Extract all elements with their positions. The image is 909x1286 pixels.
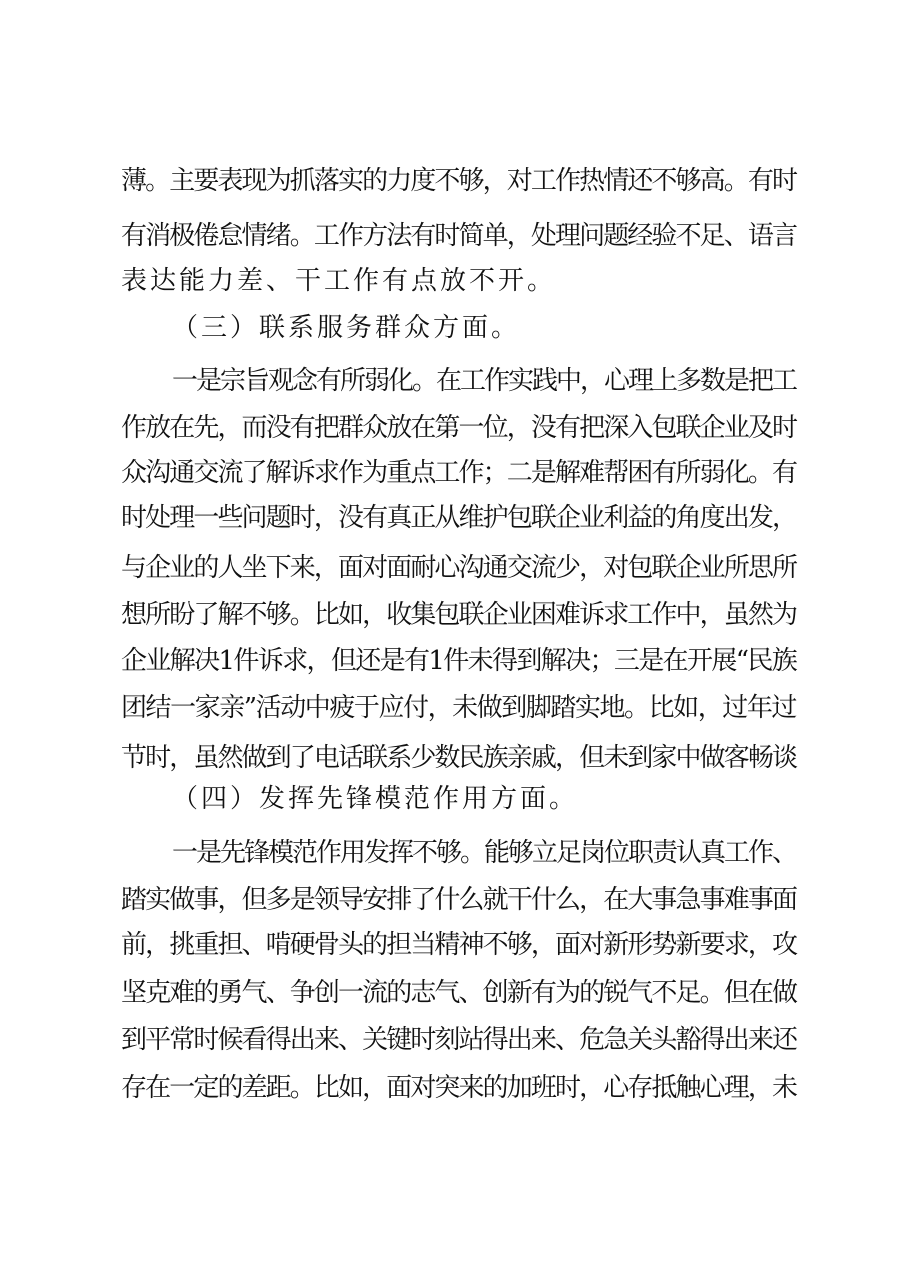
line-text: 作放在先，而没有把群众放在第一位，没有把深入包联企业及时	[121, 413, 797, 443]
line-text: 踏实做事，但多是领导安排了什么就干什么，在大事急事难事面	[121, 885, 797, 915]
line-text: 与企业的人坐下来，面对面耐心沟通交流少，对包联企业所思所	[121, 553, 797, 583]
line-text: 一是宗旨观念有所弱化。在工作实践中，心理上多数是把工	[172, 366, 797, 396]
line-text: 有消极倦怠情绪。工作方法有时简单，处理问题经验不足、语言	[121, 221, 797, 251]
text-line	[0, 592, 909, 638]
line-text: 坚克难的勇气、争创一流的志气、创新有为的锐气不足。但在做	[121, 978, 797, 1008]
text-line	[0, 877, 909, 923]
text-line	[0, 358, 909, 404]
line-text: 想所盼了解不够。比如，收集包联企业困难诉求工作中，虽然为	[121, 600, 797, 630]
line-text: 前，挑重担、啃硬骨头的担当精神不够，面对新形势新要求，攻	[121, 930, 797, 960]
text-line	[0, 685, 909, 731]
text-line	[0, 258, 909, 304]
text-line	[0, 638, 909, 684]
text-line	[0, 405, 909, 451]
line-text: 时处理一些问题时，没有真正从维护包联企业利益的角度出发，	[121, 503, 797, 533]
text-line	[0, 545, 909, 591]
line-text: 一是先锋模范作用发挥不够。能够立足岗位职责认真工作、	[172, 838, 797, 868]
section-heading	[0, 305, 909, 351]
text-line	[0, 158, 909, 204]
text-line	[0, 495, 909, 541]
line-text: 到平常时候看得出来、关键时刻站得出来、危急关头豁得出来还	[121, 1025, 797, 1055]
text-line	[0, 922, 909, 968]
section-heading-text: （四）发挥先锋模范作用方面。	[172, 784, 579, 814]
line-text: 企业解决1件诉求，但还是有1件未得到解决；三是在开展“民族	[121, 646, 797, 676]
text-line	[0, 735, 909, 781]
text-line	[0, 970, 909, 1016]
section-heading	[0, 776, 909, 822]
line-text: 存在一定的差距。比如，面对突来的加班时，心存抵触心理，未	[121, 1073, 797, 1103]
line-text: 节时，虽然做到了电话联系少数民族亲戚，但未到家中做客畅谈	[121, 743, 797, 773]
text-line	[0, 1065, 909, 1111]
line-text: 团结一家亲”活动中疲于应付，未做到脚踏实地。比如，过年过	[121, 693, 796, 723]
line-text: 表达能力差、干工作有点放不开。	[121, 266, 557, 296]
line-text: 薄。主要表现为抓落实的力度不够，对工作热情还不够高。有时	[121, 166, 797, 196]
text-line	[0, 213, 909, 259]
text-line	[0, 450, 909, 496]
section-heading-text: （三）联系服务群众方面。	[172, 313, 521, 343]
text-line	[0, 830, 909, 876]
text-line	[0, 1017, 909, 1063]
line-text: 众沟通交流了解诉求作为重点工作；二是解难帮困有所弱化。有	[121, 458, 797, 488]
